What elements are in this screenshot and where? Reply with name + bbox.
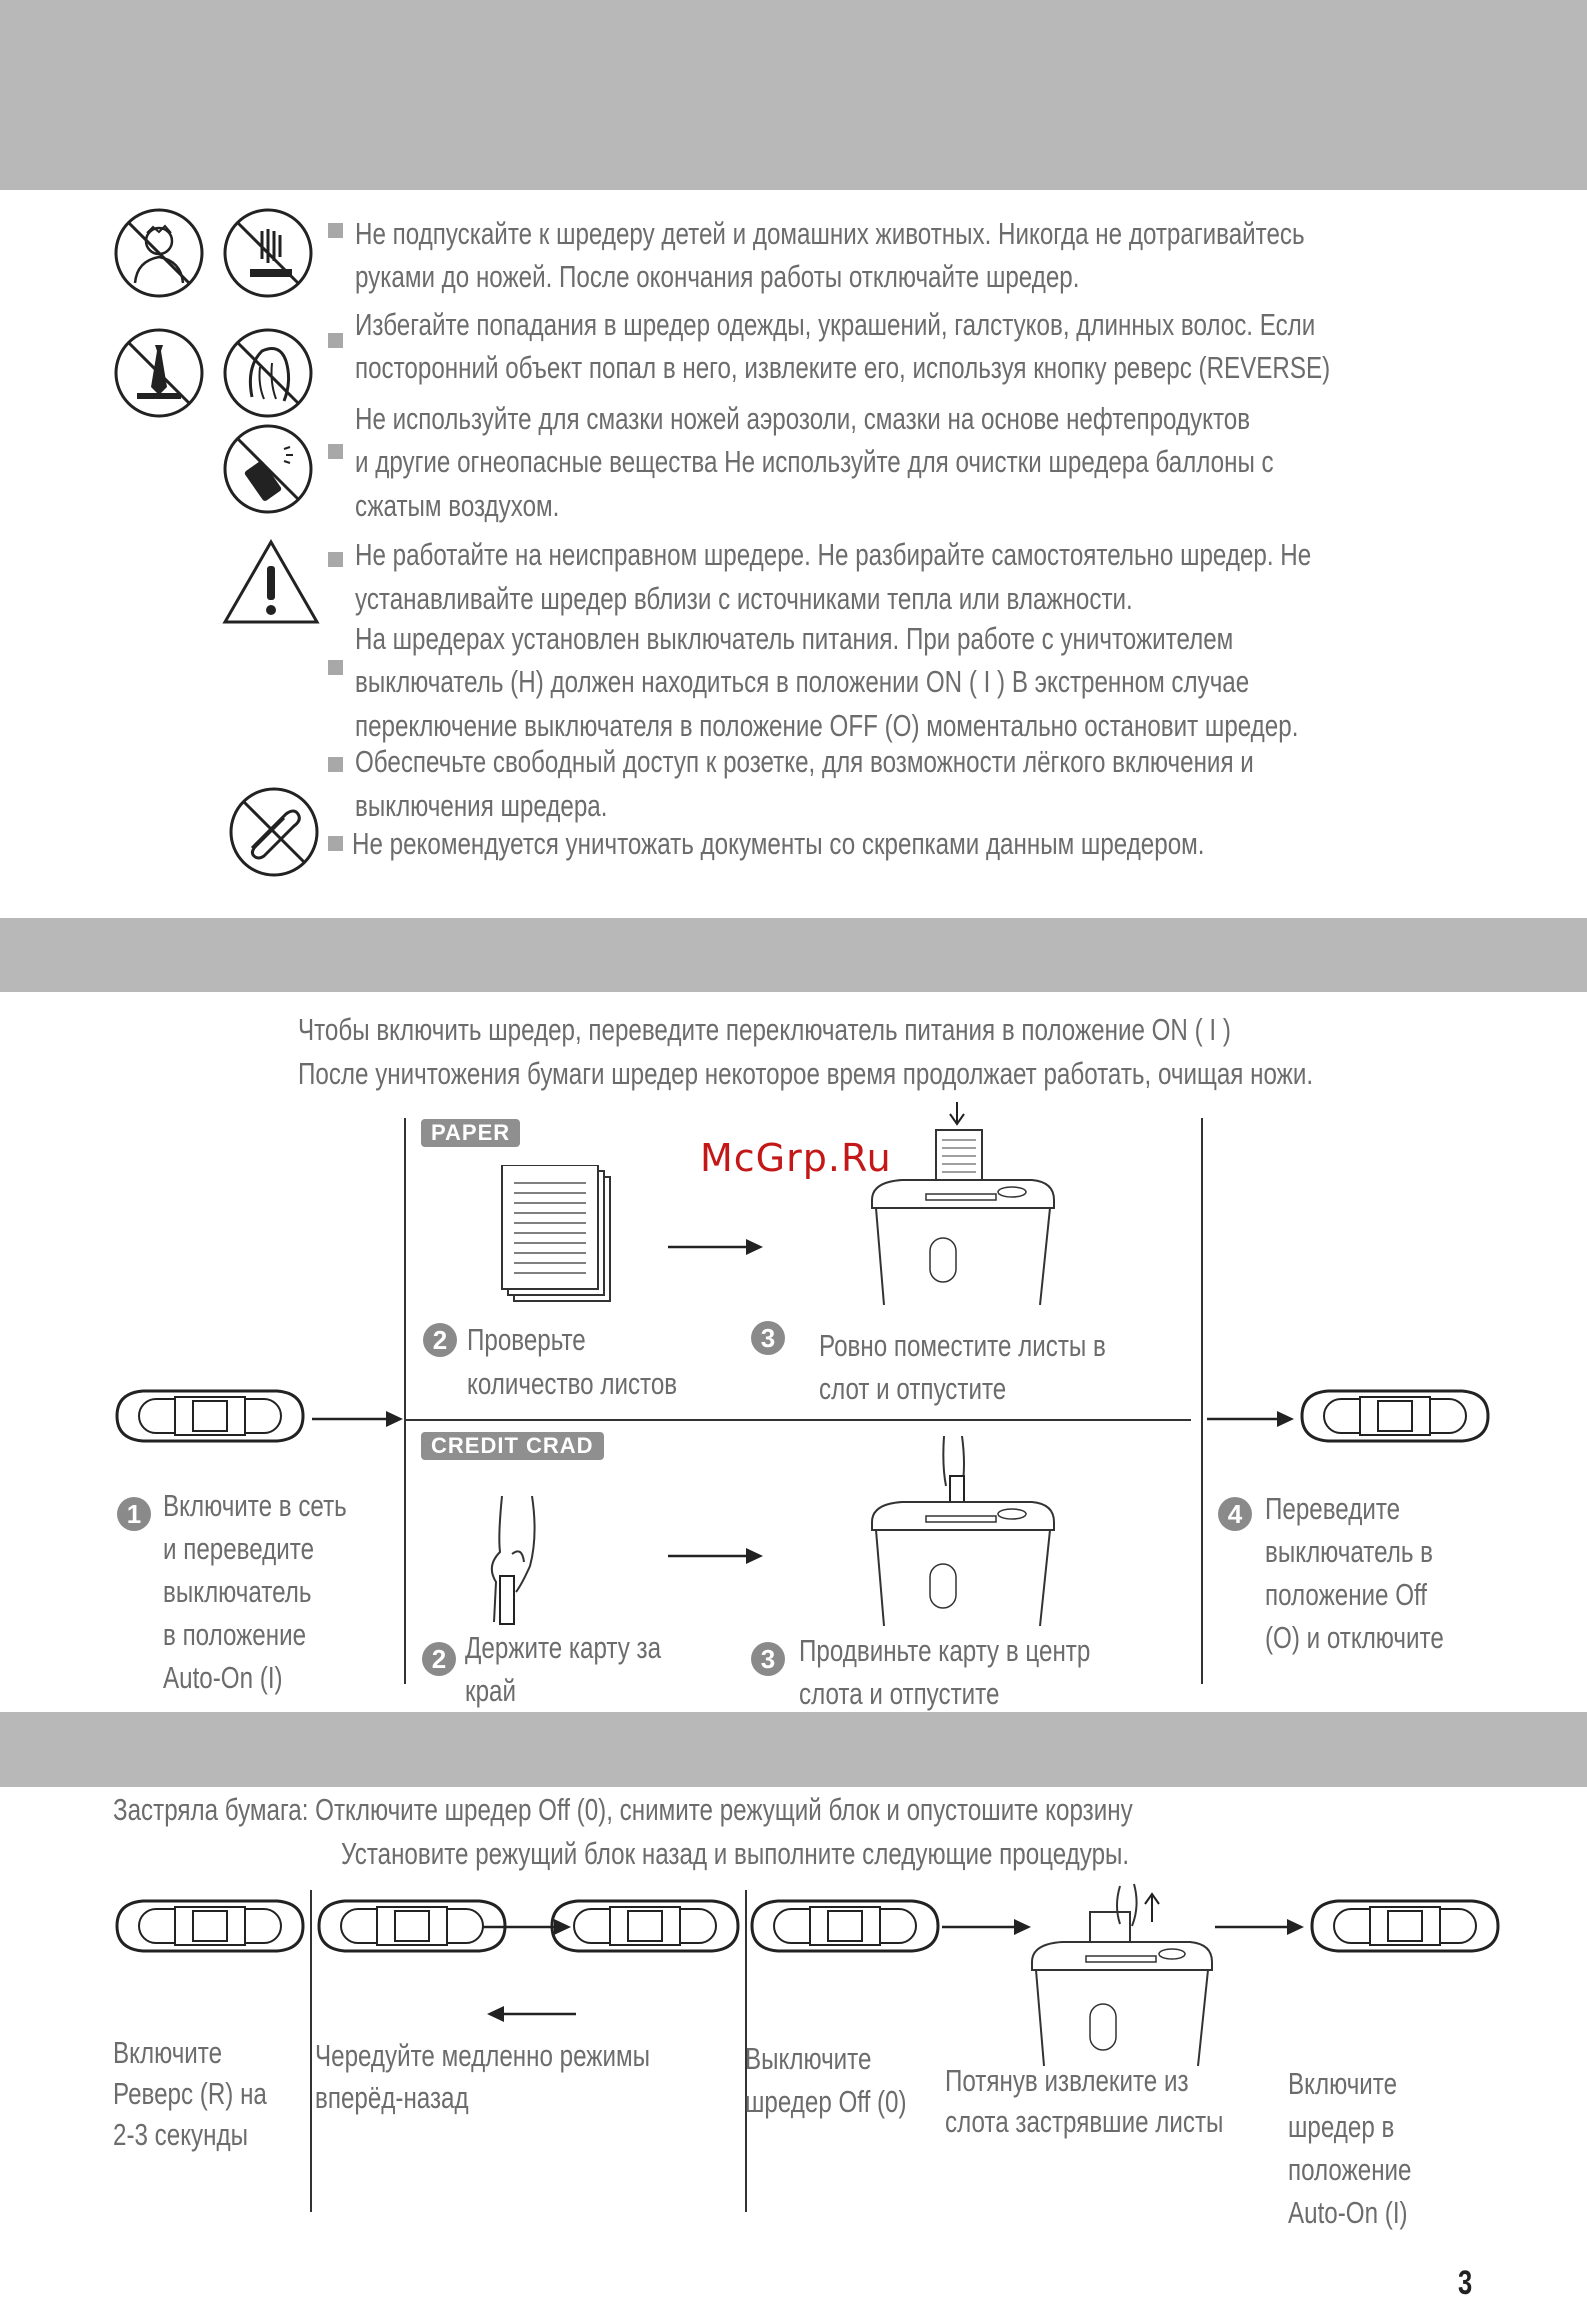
- safety-line: Не рекомендуется уничтожать документы со скрепками данным шредером.: [352, 826, 1205, 861]
- step4-line1: Переведите: [1265, 1491, 1401, 1526]
- paper-step2-line1: Проверьте: [467, 1322, 586, 1357]
- warning-icon: [222, 538, 320, 626]
- card-step3-line2: слота и отпустите: [799, 1676, 1000, 1711]
- paper-step3-line1: Ровно поместите листы в: [819, 1328, 1106, 1363]
- child-prohibited-icon: [113, 207, 205, 299]
- divider-horizontal: [404, 1419, 1191, 1421]
- step1-line1: Включите в сеть: [163, 1488, 347, 1523]
- safety-line: и другие огнеопасные вещества Не используйте для очистки шредера баллоны с: [355, 444, 1274, 479]
- power-switch-icon: [748, 1895, 942, 1957]
- section-band-jam: [0, 1712, 1587, 1787]
- step-number: 3: [751, 1321, 785, 1355]
- jam-s2-line1: Чередуйте медленно режимы: [315, 2038, 650, 2073]
- step1-line2: и переведите: [163, 1531, 315, 1566]
- jam-s3-line2: шредер Off (0): [745, 2084, 907, 2119]
- aerosol-prohibited-icon: [222, 423, 314, 515]
- power-switch-icon: [1298, 1385, 1492, 1447]
- shredder-paper-icon: [862, 1100, 1062, 1305]
- jam-s5-line3: положение: [1288, 2152, 1412, 2187]
- jam-s1-line2: Реверс (R) на: [113, 2076, 267, 2111]
- jam-s1-line3: 2-3 секунды: [113, 2117, 248, 2152]
- safety-line: переключение выключателя в положение OFF (O) моментально остановит шредер.: [355, 708, 1299, 743]
- safety-line: Не используйте для смазки ножей аэрозоли, смазки на основе нефтепродуктов: [355, 401, 1251, 436]
- safety-line: Избегайте попадания в шредер одежды, украшений, галстуков, длинных волос. Если: [355, 307, 1316, 342]
- tie-prohibited-icon: [113, 327, 205, 419]
- arrow-right-icon: [1207, 1409, 1295, 1429]
- safety-line: На шредерах установлен выключатель питания. При работе с уничтожителем: [355, 621, 1234, 656]
- jam-s3-line1: Выключите: [745, 2041, 872, 2076]
- hair-prohibited-icon: [222, 327, 314, 419]
- jam-s2-line2: вперёд-назад: [315, 2080, 469, 2115]
- paperclip-prohibited-icon: [228, 786, 320, 878]
- jam-line2: Установите режущий блок назад и выполните следующие процедуры.: [341, 1836, 1130, 1871]
- safety-line: посторонний объект попал в него, извлеките его, используя кнопку реверс (REVERSE): [355, 350, 1331, 385]
- paper-stack-icon: [500, 1165, 615, 1305]
- hand-card-icon: [472, 1496, 548, 1626]
- card-step2-line2: край: [465, 1673, 516, 1708]
- safety-line: выключения шредера.: [355, 788, 608, 823]
- safety-line: Не подпускайте к шредеру детей и домашних животных. Никогда не дотрагивайтесь: [355, 216, 1305, 251]
- jam-line1: Застряла бумага: Отключите шредер Off (0), снимите режущий блок и опустошите корзину: [113, 1792, 1133, 1827]
- jam-s5-line4: Auto-On (I): [1288, 2195, 1408, 2230]
- bullet: [328, 552, 343, 567]
- step4-line3: положение Off: [1265, 1577, 1428, 1612]
- power-switch-icon: [1308, 1895, 1502, 1957]
- step-number: 2: [423, 1323, 457, 1357]
- divider-vertical: [404, 1118, 406, 1684]
- power-switch-icon: [113, 1895, 307, 1957]
- step-number: 2: [422, 1642, 456, 1676]
- operation-intro-line1: Чтобы включить шредер, переведите переключатель питания в положение ON ( I ): [298, 1012, 1231, 1047]
- arrow-right-icon: [482, 1917, 572, 1937]
- safety-line: Обеспечьте свободный доступ к розетке, для возможности лёгкого включения и: [355, 744, 1254, 779]
- safety-line: Не работайте на неисправном шредере. Не разбирайте самостоятельно шредер. Не: [355, 537, 1312, 572]
- step1-line5: Auto-On (I): [163, 1660, 283, 1695]
- jam-s5-line2: шредер в: [1288, 2109, 1395, 2144]
- step4-line2: выключатель в: [1265, 1534, 1434, 1569]
- paper-step3-line2: слот и отпустите: [819, 1371, 1007, 1406]
- shredder-card-icon: [862, 1436, 1062, 1626]
- credit-card-tag: CREDIT CRAD: [421, 1432, 604, 1460]
- safety-line: руками до ножей. После окончания работы отключайте шредер.: [355, 259, 1080, 294]
- step-number: 4: [1218, 1497, 1252, 1531]
- step4-line4: (O) и отключите: [1265, 1620, 1444, 1655]
- power-switch-icon: [113, 1385, 307, 1447]
- hand-prohibited-icon: [222, 207, 314, 299]
- step-number: 3: [751, 1642, 785, 1676]
- bullet: [328, 223, 343, 238]
- step1-line3: выключатель: [163, 1574, 312, 1609]
- bullet: [328, 444, 343, 459]
- arrow-left-icon: [486, 2004, 576, 2024]
- safety-line: сжатым воздухом.: [355, 488, 560, 523]
- operation-intro-line2: После уничтожения бумаги шредер некоторое время продолжает работать, очищая ножи.: [298, 1056, 1314, 1091]
- bullet: [328, 660, 343, 675]
- paper-tag: PAPER: [421, 1119, 520, 1147]
- arrow-right-icon: [312, 1409, 404, 1429]
- arrow-right-icon: [668, 1237, 764, 1257]
- bullet: [328, 836, 343, 851]
- arrow-right-icon: [668, 1546, 764, 1566]
- jam-s1-line1: Включите: [113, 2035, 223, 2070]
- section-band-operation: [0, 918, 1587, 992]
- arrow-right-icon: [942, 1917, 1032, 1937]
- shredder-jam-icon: [1024, 1876, 1220, 2066]
- step1-line4: в положение: [163, 1617, 307, 1652]
- watermark: McGrp.Ru: [700, 1136, 892, 1180]
- top-header-band: [0, 0, 1587, 190]
- safety-line: выключатель (Н) должен находиться в положении ON ( I ) В экстренном случае: [355, 664, 1250, 699]
- jam-s4-line2: слота застрявшие листы: [945, 2104, 1224, 2139]
- arrow-right-icon: [1215, 1917, 1305, 1937]
- power-switch-icon: [548, 1895, 742, 1957]
- divider-vertical: [310, 1890, 312, 2212]
- bullet: [328, 333, 343, 348]
- safety-line: устанавливайте шредер вблизи с источниками тепла или влажности.: [355, 581, 1133, 616]
- jam-s5-line1: Включите: [1288, 2066, 1398, 2101]
- step-number: 1: [117, 1497, 151, 1531]
- page-number: 3: [1458, 2264, 1473, 2302]
- card-step3-line1: Продвиньте карту в центр: [799, 1633, 1091, 1668]
- jam-s4-line1: Потянув извлеките из: [945, 2063, 1189, 2098]
- card-step2-line1: Держите карту за: [465, 1630, 662, 1665]
- power-switch-icon: [315, 1895, 509, 1957]
- paper-step2-line2: количество листов: [467, 1366, 678, 1401]
- bullet: [328, 757, 343, 772]
- divider-vertical: [1201, 1118, 1203, 1684]
